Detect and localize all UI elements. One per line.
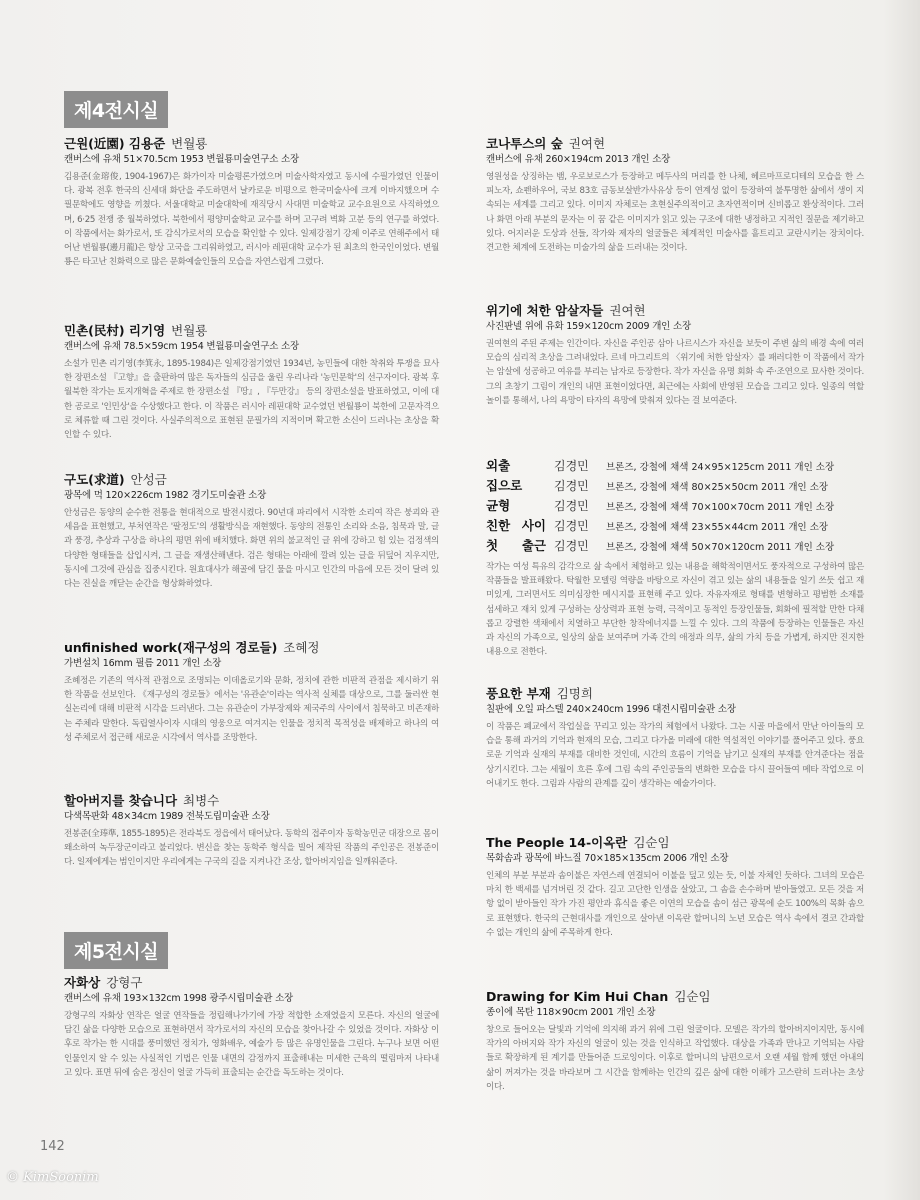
artwork-row [486,517,864,537]
artwork-meta: 종이에 목탄 118×90cm 2001 개인 소장 [486,1007,656,1018]
artwork-entry [486,303,864,408]
artwork-description: 소설가 민촌 리기영(李箕永, 1895-1984)은 일제강점기였던 1934년, 농민들에 대한 착취와 투쟁을 묘사한 장편소설 『고향』을 출판하여 많은 독자들의 심금을 울린 우리나라 '농민문학'의 선구자이다. 광복 후 월북한 작가는 토지개혁을 주제로 한 장편소설 『땅』, 『두만강』 등의 장편소설을 발표하였고, 이에 대한 공로로 '인민상'을 수상했다고 한다. 이 작품은 러시아 레핀대학 교수였던 변월룡이 북한에 고문자격으로 체류할 때 그린 것이다. 사실주의적으로 표현된 문필가의 지적이며 확고한 소신이 드러나는 초상을 확인할 수 있다. [64,359,439,441]
artist-name: 김명희 [556,686,593,701]
artwork-title: 집으로 [486,478,523,493]
artwork-row [486,497,864,517]
artwork-title: 민촌(民村) 리기영 변월룡 [64,323,208,338]
artwork-title: 외출 [486,458,511,473]
artist-name: 강형구 [106,975,143,990]
artwork-description: 조혜정은 기존의 역사적 관점으로 조명되는 이데올로기와 문화, 정치에 관한 비판적 관점을 제시하기 위한 작품을 선보인다. 《재구성의 경로들》에서는 '유관순'이라는 역사적 실체를 대상으로, 그를 둘러싼 현실논리에 대해 비판적 시각을 드러낸다. 그는 유관순이 가부장제와 제국주의 사이에서 침묵하고 비존재하는 주체라 말한다. 독립열사이자 시대의 영웅으로 여겨지는 인물을 정치적 목적성을 배제하고 하나의 여성 주체로서 접근해 새로운 시각에서 역사를 조망한다. [64,676,439,743]
artwork-row [486,537,864,557]
artwork-description: 영원성을 상징하는 뱀, 우로보로스가 등장하고 메두사의 머리를 한 나체, 헤르마프로디테의 모습을 한 스피노자, 쇼펜하우어, 국보 83호 금동보살반가사유상 등이 연계성 없이 등장하여 불투명한 삶에서 생이 지속되는 세계를 그리고 있다. 이미지 자체로는 초현실주의적이고 초자연적이며 신비롭고 환상적이다. 그러나 화면 아래 부분의 문자는 이 꿈 같은 이미지가 읽고 있는 구조에 대한 냉정하고 지적인 질문을 제기하고 있다. 어지러운 도상과 선들, 작가와 제자의 얼굴들은 체계적인 미술사를 흩트리고 교란시키는 장치이다. 견고한 체계에 도전하는 미술가의 삶을 드러내는 것이다. [486,172,864,254]
artwork-description: 작가는 여성 특유의 감각으로 삶 속에서 체험하고 있는 내용을 해학적이면서도 풍자적으로 구성하여 많은 작품들을 발표해왔다. 탁월한 모델링 역량을 바탕으로 자신이 겪고 있는 삶의 내용들을 일기 쓰듯 쉽고 재미있게, 그러면서도 의미심장한 메시지를 표현해 주고 있다. 자유자재로 형태를 변형하고 평범한 소재를 섬세하고 재치 있게 구성하는 상상력과 표현 능력, 극적이고 동적인 등장인물들, 회화에 필적할 만한 다채롭고 강렬한 색채에서 치열하고 부단한 창작에너지를 느낄 수 있다. 그의 작품에 등장하는 인물들은 자신과 자신의 가족으로, 일상의 삶을 보여주며 가족 간의 애정과 의무, 삶의 가치 등을 가볍게, 하지만 진지한 내용으로 전한다. [486,562,864,658]
right-column [486,0,864,1200]
artwork-description: 창으로 들어오는 달빛과 기억에 의지해 과거 위에 그린 얼굴이다. 모델은 작가의 할아버지이지만, 동시에 작가의 아버지와 작가 자신의 얼굴이 있는 것을 인식하고 작업했다. 대상을 가족과 만나고 기억되는 사람들로 확장하게 된 계기를 만들어준 드로잉이다. 이후로 할머니의 남편으로서 오랜 세월 함께 했던 아내의 삶이 꺼져가는 것을 바라보며 그 시간을 함께하는 인간의 깊은 삶에 대한 이해가 고스란히 드러나는 초상이다. [486,1025,864,1092]
artist-name: 안성금 [130,472,167,487]
artist-name: 김경민 [554,519,589,533]
artwork-description: 권여현의 주된 주제는 인간이다. 자신을 주인공 삼아 나르시스가 자신을 보듯이 주변 삶의 배경 속에 여러 모습의 심리적 초상을 그려내었다. 르네 마그리트의 〈위기에 처한 암살자〉를 패러디한 이 작품에서 작가는 암살에 성공하고 여유를 부리는 남자로 등장한다. 작가 자신을 유명 회화 속 주·조연으로 묘사한 것이다. 그의 초창기 그림이 개인의 내면 표현이었다면, 최근에는 사회에 반영된 모습을 그리고 있다. 일종의 역할놀이를 통해서, 나의 욕망이 타자의 욕망에 맞춰져 있다는 걸 보여준다. [486,339,864,406]
artwork-title: 풍요한 부재 김명희 [486,686,593,701]
artist-name: 김경민 [554,459,589,473]
artwork-description: 안성금은 동양의 순수한 전통을 현대적으로 발전시켰다. 90년대 파리에서 시작한 소리여 작은 붕괴와 관세음을 표현했고, 부처연작은 '팔정도'의 생활방식을 재현했다. 동양의 전통인 소리와 소음, 침묵과 말, 글과 풍경, 추상과 구상을 하나의 평면 위에 배치했다. 화면 위의 불교적인 글 위에 강하고 힘 있는 검정색의 다양한 형태들을 삽입시켜, 그 글을 재생산해낸다. 검은 형태는 아래에 깔려 있는 글을 뒤덮어 지우지만, 동시에 그것에 관심을 집중시킨다. 원효대사가 해골에 담긴 물을 마시고 인간의 마음에 모든 것이 달려 있다는 진실을 깨닫는 순간을 형상화하였다. [64,508,439,590]
artwork-meta: 목화솜과 광목에 바느질 70×185×135cm 2006 개인 소장 [486,853,729,864]
artist-name: 김경민 [554,479,589,493]
artwork-description: 인체의 부분 부분과 솜이불은 자연스레 연결되어 이불을 덮고 있는 듯, 이불 자체인 듯하다. 그녀의 모습은 마치 한 백세를 넘겨버린 것 같다. 길고 고단한 인생을 살았고, 그 솜을 손수하며 받아들였고. 모든 것을 저항 없이 받아들인 작가 가진 평안과 휴식을 좋은 이연의 모습을 솜이 섬근 광목에 순도 100%의 목화 솜으로 표현했다. 한국의 근현대사를 개인으로 살아낸 이옥란 할머니의 노년 모습은 역사 속에서 결코 간과할 수 없는 개인의 삶에 주목하게 한다. [486,871,864,938]
artwork-description: 김용준(金瑢俊, 1904-1967)은 화가이자 미술평론가였으며 미술사학자였고 동시에 수필가였던 인물이다. 광복 전후 한국의 신세대 화단을 주도하면서 날카로운 비평으로 한국미술사에 크게 이바지했으며 수필문학에도 영향을 끼쳤다. 서울대학교 미술대학에 재직당시 사대면 미술학교 교수요원으로 사직하였으며, 6·25 전쟁 중 월북하였다. 북한에서 평양미술학교 교수를 하며 고구려 벽화 고분 등의 연구를 하였다. 이 작품에서는 화가로서, 또 감식가로서의 모습을 확인할 수 있다. 일제강점기 강제 이주로 연해주에서 태어난 변월룡(邊月龍)은 항상 고국을 그리워하였고, 러시아 레핀대학 교수가 된 최초의 한국인이었다. 변월룡은 타고난 친화력으로 많은 문화예술인들의 모습을 자연스럽게 그렸다. [64,172,439,268]
artwork-title: 첫 출근 [486,538,546,553]
artwork-meta: 브론즈, 강철에 채색 80×25×50cm 2011 개인 소장 [606,482,829,493]
artwork-meta: 캔버스에 유채 260×194cm 2013 개인 소장 [486,154,671,165]
artwork-title: 균형 [486,498,511,513]
artwork-meta: 캔버스에 유채 78.5×59cm 1954 변월룡미술연구소 소장 [64,341,299,352]
artwork-row [486,477,864,497]
artwork-meta: 브론즈, 강철에 채색 23×55×44cm 2011 개인 소장 [606,522,829,533]
artwork-group-entry [486,457,864,659]
artwork-description: 전봉준(全琫準, 1855-1895)은 전라북도 정읍에서 태어났다. 동학의 접주이자 동학농민군 대장으로 몸이 왜소하여 녹두장군이라고 불리었다. 변신을 찾는 동학주 형식을 빌어 제작된 작품의 주인공은 전봉준이다. 일제에게는 범인이지만 우리에게는 구국의 길을 지켜나간 조상, 할아버지임을 일깨워준다. [64,829,439,868]
artwork-title: 자화상 강형구 [64,975,143,990]
artwork-title: Drawing for Kim Hui Chan 김순임 [486,989,711,1004]
artwork-title: The People 14-이옥란 김순임 [486,835,670,850]
artwork-row [486,457,864,477]
artist-name: 김경민 [554,499,589,513]
artist-name: 변월룡 [171,323,208,338]
artist-name: 김경민 [554,539,589,553]
artwork-title: 친한 사이 [486,518,546,533]
artwork-title: 코나투스의 숲 권여현 [486,136,606,151]
artwork-meta: 브론즈, 강철에 채색 70×100×70cm 2011 개인 소장 [606,502,835,513]
artist-name: 김순임 [674,989,711,1004]
artwork-meta: 가변설치 16mm 필름 2011 개인 소장 [64,658,222,669]
artwork-title: 할아버지를 찾습니다 최병수 [64,793,220,808]
artist-name: 김순임 [633,835,670,850]
artist-name: 최병수 [183,793,220,808]
artwork-entry [486,989,864,1094]
watermark: © KimSoonim [6,1170,99,1185]
artwork-description: 이 작품은 폐교에서 작업실을 꾸리고 있는 작가의 체험에서 나왔다. 그는 시골 마을에서 만난 아이들의 모습을 통해 과거의 기억과 현재의 모습, 그리고 다가올 미래에 대한 역설적인 이야기를 풀어주고 있다. 풍요로운 기억과 실재의 부재를 대비한 것인데, 시간의 흐름이 기억을 남기고 실재의 부재를 안겨준다는 점을 상기시킨다. 그는 세월이 흐른 후에 그림 속의 주인공들의 변화한 모습을 다시 끌어들여 메타 작업으로 이어내기도 한다. 그림과 사람의 관계를 깊이 생각하는 예술가이다. [486,722,864,789]
artwork-entry [486,686,864,791]
artwork-meta: 광목에 먹 120×226cm 1982 경기도미술관 소장 [64,490,267,501]
artwork-meta: 브론즈, 강철에 채색 50×70×120cm 2011 개인 소장 [606,542,835,553]
artwork-entry [64,640,439,745]
artwork-meta: 칠판에 오일 파스텔 240×240cm 1996 대전시립미술관 소장 [486,704,736,715]
artwork-title: 구도(求道) 안성금 [64,472,167,487]
section-header-room4: 제4전시실 [64,91,168,128]
artist-name: 권여현 [609,303,646,318]
artist-name: 변월룡 [171,136,208,151]
artwork-title: unfinished work(재구성의 경로들) 조혜정 [64,640,320,655]
artwork-title: 위기에 처한 암살자들 권여현 [486,303,646,318]
artwork-meta: 캔버스에 유채 193×132cm 1998 광주시립미술관 소장 [64,993,294,1004]
artwork-entry [64,472,439,591]
artwork-entry [486,136,864,255]
artwork-meta: 다색목판화 48×34cm 1989 전북도립미술관 소장 [64,811,270,822]
artwork-meta: 사진판넬 위에 유화 159×120cm 2009 개인 소장 [486,321,691,332]
artwork-entry [64,323,439,442]
artwork-entry [64,975,439,1080]
artist-name: 권여현 [568,136,606,151]
left-column [64,0,439,1200]
artwork-entry [64,136,439,269]
artwork-description: 강형구의 자화상 연작은 얼굴 연작들을 정립해나가기에 가장 적합한 소재였을지 모른다. 자신의 얼굴에 담긴 삶을 다양한 모습으로 표현하면서 작가로서의 자신의 모습을 찾아나갈 수 있었을 것이다. 자화상 이후로 작가는 한 시대를 풍미했던 정치가, 영화배우, 예술가 등 많은 유명인물을 그린다. 누구나 보면 어떤 인물인지 알 수 있는 사실적인 기법은 인물 내면의 감정까지 표출해내는 미세한 근육의 떨림마저 나타내고 있다. 표면 뒤에 숨은 정신이 얼굴 가득히 표출되는 순간을 독도하는 것이다. [64,1011,439,1078]
artwork-entry [486,835,864,940]
artwork-meta: 브론즈, 강철에 채색 24×95×125cm 2011 개인 소장 [606,462,835,473]
artwork-meta: 캔버스에 유채 51×70.5cm 1953 변월룡미술연구소 소장 [64,154,299,165]
page-number: 142 [40,1139,65,1154]
artwork-title: 근원(近園) 김용준 변월룡 [64,136,208,151]
artwork-entry [64,793,439,870]
section-header-room5: 제5전시실 [64,932,168,969]
artist-name: 조혜정 [283,640,320,655]
